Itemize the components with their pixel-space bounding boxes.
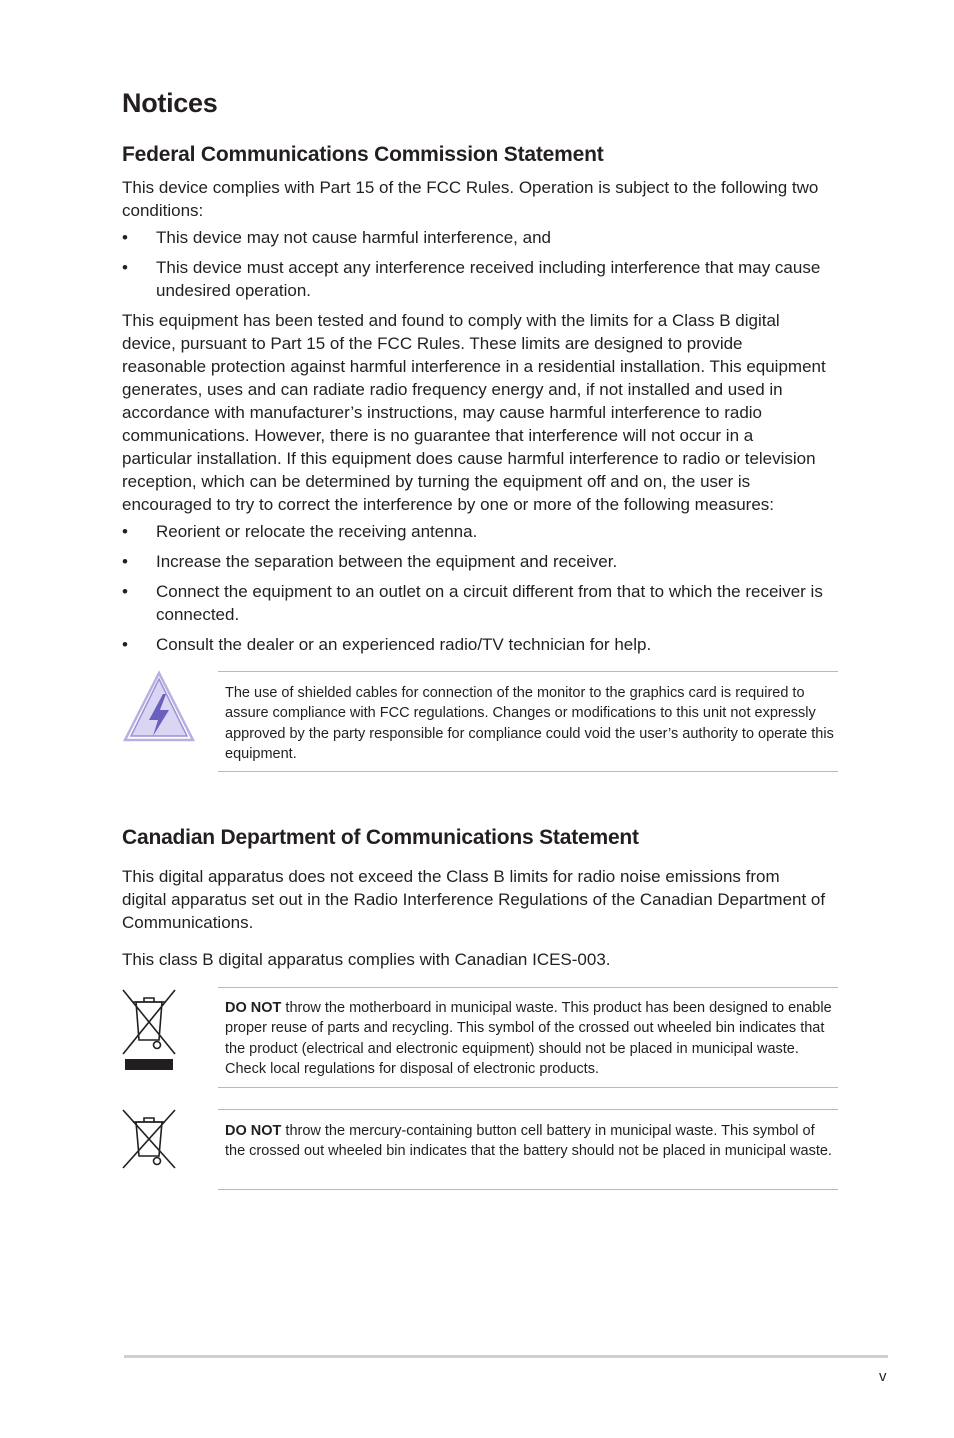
canada-paragraph: This digital apparatus does not exceed the Class B limits for radio noise emissions from digital apparatus set out in the Radio Interference Regulations of the Canadian Department of Communications. bbox=[122, 867, 826, 932]
condition-text: This device may not cause harmful interference, and bbox=[156, 228, 551, 247]
measure-text: Reorient or relocate the receiving antenna. bbox=[156, 522, 478, 541]
bullet-mark: • bbox=[122, 258, 128, 277]
warning-lightning-icon bbox=[122, 670, 196, 744]
do-not-emphasis: DO NOT bbox=[225, 1123, 282, 1139]
condition-text: This device must accept any interference received including interference that may cause undesired operation. bbox=[156, 258, 821, 300]
measure-text: Consult the dealer or an experienced radio/TV technician for help. bbox=[156, 635, 652, 654]
battery-note-text bbox=[218, 1110, 838, 1162]
canada-heading: Canadian Department of Communications Statement bbox=[122, 826, 639, 849]
crossed-out-wheeled-bin-icon bbox=[122, 1108, 176, 1170]
page-title: Notices bbox=[122, 88, 218, 118]
bullet-mark: • bbox=[122, 228, 128, 247]
measure-text: Connect the equipment to an outlet on a circuit different from that to which the receiver is connected. bbox=[156, 582, 823, 624]
weee-note-text bbox=[218, 988, 838, 1079]
warning-note bbox=[218, 671, 838, 772]
bullet-mark: • bbox=[122, 522, 128, 541]
fcc-paragraph: This equipment has been tested and found to comply with the limits for a Class B digital device, pursuant to Part 15 of the FCC Rules. These limits are designed to provide reasonable protection against harmful interference in a residential installation. This equipment generates, uses and can radiate radio frequency energy and, if not installed and used in accordance with manufacturer’s instructions, may cause harmful interference to radio communications. However, there is no guarantee that interference will not occur in a particular installation. If this equipment does cause harmful interference to radio or television reception, which can be determined by turning the equipment off and on, the user is encouraged to try to correct the interference by one or more of the following measures: bbox=[122, 311, 826, 514]
fcc-heading: Federal Communications Commission Statement bbox=[122, 143, 604, 166]
footer-rule bbox=[124, 1355, 888, 1358]
battery-note bbox=[218, 1109, 838, 1190]
weee-note bbox=[218, 987, 838, 1088]
page-number: v bbox=[879, 1368, 887, 1385]
measure-text: Increase the separation between the equipment and receiver. bbox=[156, 552, 618, 571]
bullet-mark: • bbox=[122, 552, 128, 571]
list-item bbox=[122, 256, 842, 302]
list-item bbox=[122, 550, 842, 573]
list-item bbox=[122, 226, 842, 249]
warning-note-text: The use of shielded cables for connection of the monitor to the graphics card is required to assure compliance with FCC regulations. Changes or modifications to this unit not expressly approved by the party responsible for compliance could void the user’s authority to operate this equipment. bbox=[225, 685, 834, 762]
do-not-emphasis: DO NOT bbox=[225, 1000, 282, 1016]
weee-note-body: throw the motherboard in municipal waste. This product has been designed to enable proper reuse of parts and recycling. This symbol of the crossed out wheeled bin indicates that the product (electrical and electronic equipment) should not be placed in municipal waste. Check local regulations for disposal of electronic products. bbox=[225, 1000, 832, 1077]
list-item bbox=[122, 520, 842, 543]
list-item bbox=[122, 580, 842, 626]
crossed-out-wheeled-bin-icon bbox=[122, 988, 176, 1072]
bullet-mark: • bbox=[122, 582, 128, 601]
bullet-mark: • bbox=[122, 635, 128, 654]
fcc-intro: This device complies with Part 15 of the FCC Rules. Operation is subject to the following two conditions: bbox=[122, 178, 819, 220]
battery-note-body: throw the mercury-containing button cell battery in municipal waste. This symbol of the crossed out wheeled bin indicates that the battery should not be placed in municipal waste. bbox=[225, 1123, 832, 1160]
canada-ices-paragraph: This class B digital apparatus complies with Canadian ICES-003. bbox=[122, 950, 611, 969]
list-item bbox=[122, 633, 842, 656]
